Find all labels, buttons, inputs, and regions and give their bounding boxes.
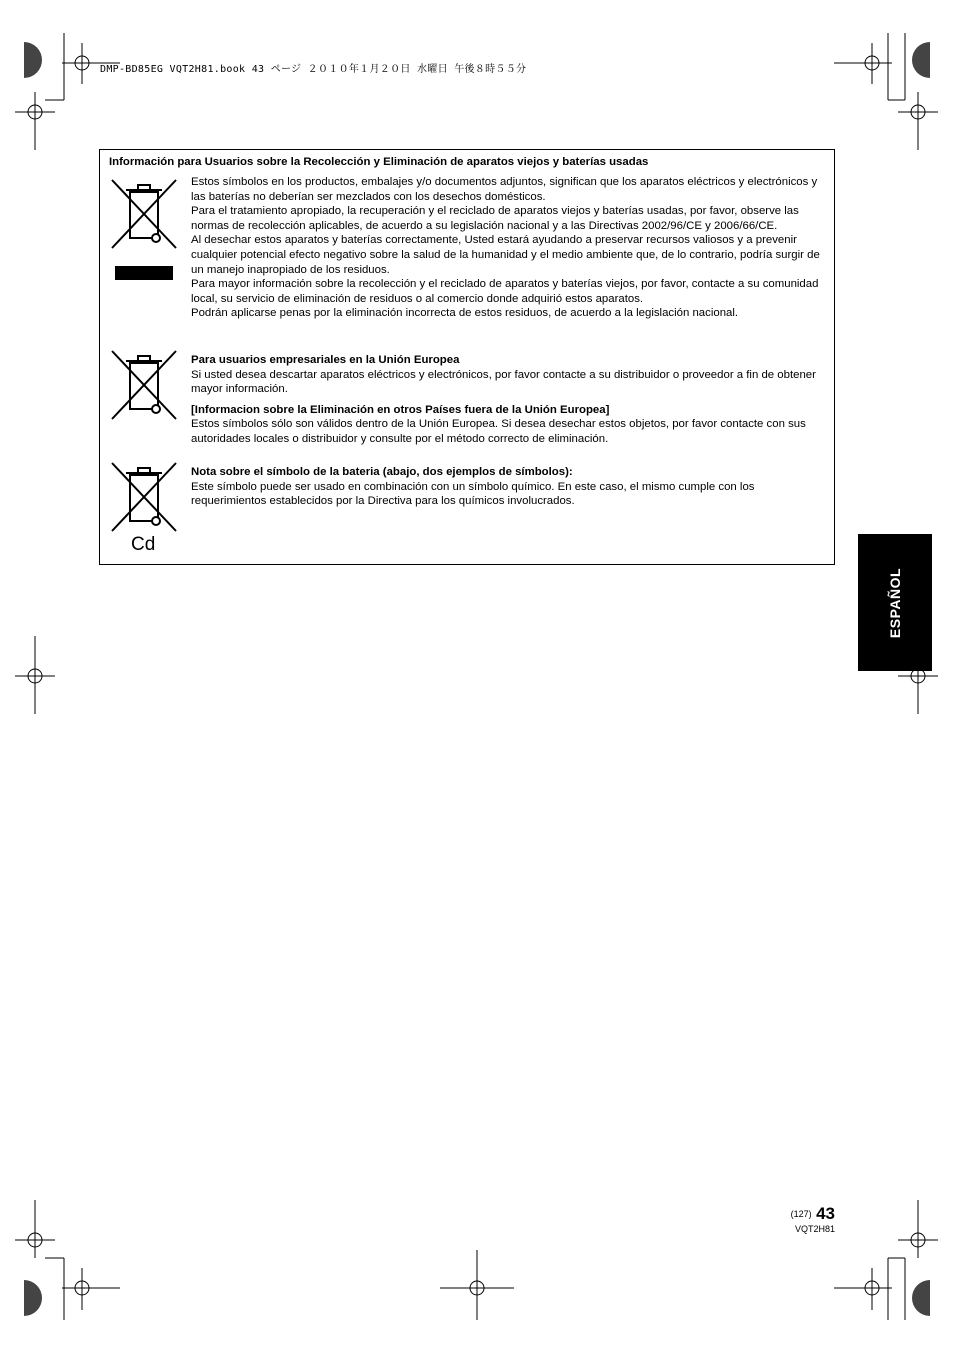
non-eu-text: Estos símbolos sólo son válidos dentro de la Unión Europea. Si desea desechar estos objetos, por favor contacte con sus autoridades locales o distribuidor y consulte por el método correcto de eliminación. [191,418,806,445]
non-eu-heading: [Informacion sobre la Eliminación en otros Países fuera de la Unión Europea] [191,403,610,416]
business-users-heading: Para usuarios empresariales en la Unión Europea [191,354,460,366]
model-code: VQT2H81 [794,1224,835,1234]
section1-text [191,175,825,321]
page-number-value: 43 [816,1204,835,1223]
language-side-tab [858,534,932,671]
notice-title: Información para Usuarios sobre la Recolección y Eliminación de aparatos viejos y baterías usadas [109,156,649,168]
section1-paragraph: Al desechar estos aparatos y baterías correctamente, Usted estará ayudando a preservar recursos valiosos y a prevenir cualquier potencial efecto negativo sobre la salud de la humanidad y el medio ambiente que, de lo contrario, podría surgir de un manejo inapropiado de los residuos. [191,234,820,276]
page-reference: (127) [790,1209,812,1219]
crossed-out-wheelie-bin-icon [110,349,178,421]
section1-paragraph: Para el tratamiento apropiado, la recuperación y el reciclado de aparatos viejos y baterías usadas, por favor, observe las normas de recolección aplicables, de acuerdo a su legislación nacional y a las Directivas 2002/96/CE y 2006/66/CE. [191,205,799,232]
language-label: ESPAÑOL [887,567,903,638]
section2-text [191,353,825,447]
crossed-out-wheelie-bin-icon [110,178,178,250]
section1-paragraph: Estos símbolos en los productos, embalajes y/o documentos adjuntos, significan que los aparatos eléctricos y electrónicos y las baterías no deberían ser mezclados con los desechos domésticos. [191,176,818,203]
page-number [791,1204,835,1224]
battery-symbol-heading: Nota sobre el símbolo de la bateria (abajo, dos ejemplos de símbolos): [191,466,573,478]
black-bar-symbol [115,266,173,280]
disposal-notice-box [99,149,835,565]
section1-paragraph: Podrán aplicarse penas por la eliminación incorrecta de estos residuos, de acuerdo a la legislación nacional. [191,307,739,320]
chemical-symbol: Cd [131,534,156,555]
section3-text [191,465,825,509]
business-users-text: Si usted desea descartar aparatos eléctricos y electrónicos, por favor contacte a su distribuidor o proveedor a fin de obtener mayor información. [191,368,816,396]
crossed-out-wheelie-bin-icon [110,461,178,533]
battery-symbol-text: Este símbolo puede ser usado en combinación con un símbolo químico. En este caso, el mismo cumple con los requerimientos establecidos por la Directiva para los químicos involucrados. [191,480,755,508]
file-info-header: DMP-BD85EG VQT2H81.book 43 ページ ２０１０年１月２０日 水曜日 午後８時５５分 [100,64,527,75]
section1-paragraph: Para mayor información sobre la recolección y el reciclado de aparatos y baterías viejos, por favor, contacte a su comunidad local, su servicio de eliminación de residuos o al comercio donde adquirió estos aparatos. [191,278,819,305]
